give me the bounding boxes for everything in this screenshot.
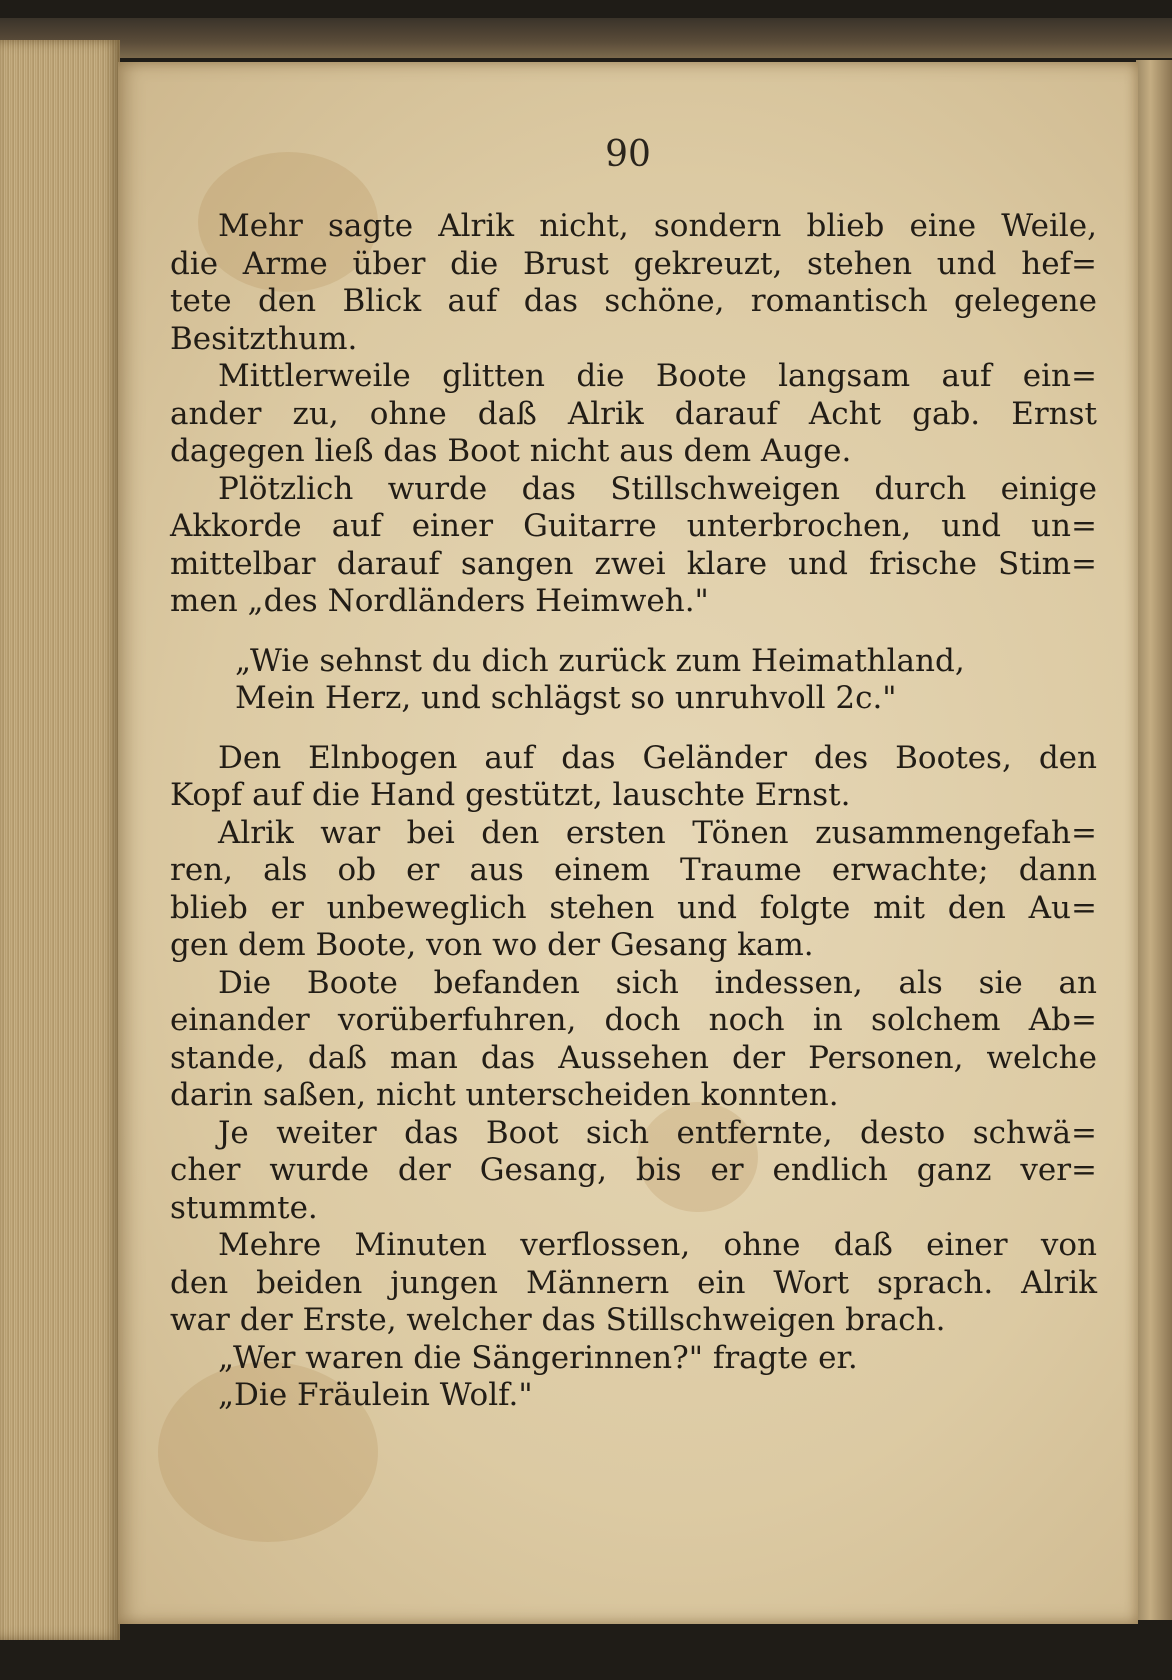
text-line: einander vorüberfuhren, doch noch in solchem Ab= [170, 1002, 1097, 1038]
text-line: stummte. [170, 1189, 318, 1226]
text-line: „Die Fräulein Wolf." [218, 1377, 533, 1413]
book-page-edges-left [0, 40, 120, 1640]
text-line: war der Erste, welcher das Stillschweigen brach. [170, 1302, 946, 1338]
verse-line: „Wie sehnst du dich zurück zum Heimathland, [235, 642, 965, 679]
text-line: Akkorde auf einer Guitarre unterbrochen, und un= [170, 508, 1097, 544]
text-line: cher wurde der Gesang, bis er endlich ganz ver= [170, 1152, 1097, 1188]
text-line: ander zu, ohne daß Alrik darauf Acht gab. Ernst [170, 395, 1097, 432]
text-line: Mehr sagte Alrik nicht, sondern blieb eine Weile, [218, 208, 1097, 244]
text-line: darin saßen, nicht unterscheiden konnten. [170, 1077, 839, 1113]
text-line: den beiden jungen Männern ein Wort sprach. Alrik [170, 1264, 1097, 1301]
text-line: tete den Blick auf das schöne, romantisch gelegene [170, 283, 1097, 319]
text-line: blieb er unbeweglich stehen und folgte mit den Au= [170, 889, 1097, 926]
text-line: stande, daß man das Aussehen der Personen, welche [170, 1039, 1097, 1076]
text-line: „Wer waren die Sängerinnen?" fragte er. [218, 1339, 858, 1376]
text-line: Alrik war bei den ersten Tönen zusammengefah= [218, 814, 1097, 851]
verse-line: Mein Herz, und schlägst so unruhvoll 2c." [235, 680, 897, 716]
text-line: Den Elnbogen auf das Geländer des Bootes, den [218, 739, 1097, 776]
text-line: ren, als ob er aus einem Traume erwachte; dann [170, 852, 1097, 888]
page-text [170, 208, 1097, 1415]
text-line: gen dem Boote, von wo der Gesang kam. [170, 927, 814, 963]
text-line: Je weiter das Boot sich entfernte, desto schwä= [218, 1114, 1097, 1151]
book-page-edges-right [1136, 60, 1172, 1620]
text-line: Kopf auf die Hand gestützt, lauschte Ernst. [170, 777, 851, 813]
verse-quote [170, 643, 1097, 718]
book-cover-top [0, 18, 1172, 58]
text-line: mittelbar darauf sangen zwei klare und frische Stim= [170, 545, 1097, 582]
text-line: die Arme über die Brust gekreuzt, stehen und hef= [170, 245, 1097, 282]
page-number: 90 [605, 134, 651, 175]
text-line: men „des Nordländers Heimweh." [170, 583, 709, 619]
text-line: Plötzlich wurde das Stillschweigen durch einige [218, 470, 1097, 507]
text-line: Mehre Minuten verflossen, ohne daß einer von [218, 1227, 1097, 1263]
text-line: dagegen ließ das Boot nicht aus dem Auge. [170, 433, 852, 469]
text-line: Die Boote befanden sich indessen, als sie an [218, 964, 1097, 1001]
text-line: Mittlerweile glitten die Boote langsam auf ein= [218, 358, 1097, 394]
text-line: Besitzthum. [170, 320, 358, 357]
